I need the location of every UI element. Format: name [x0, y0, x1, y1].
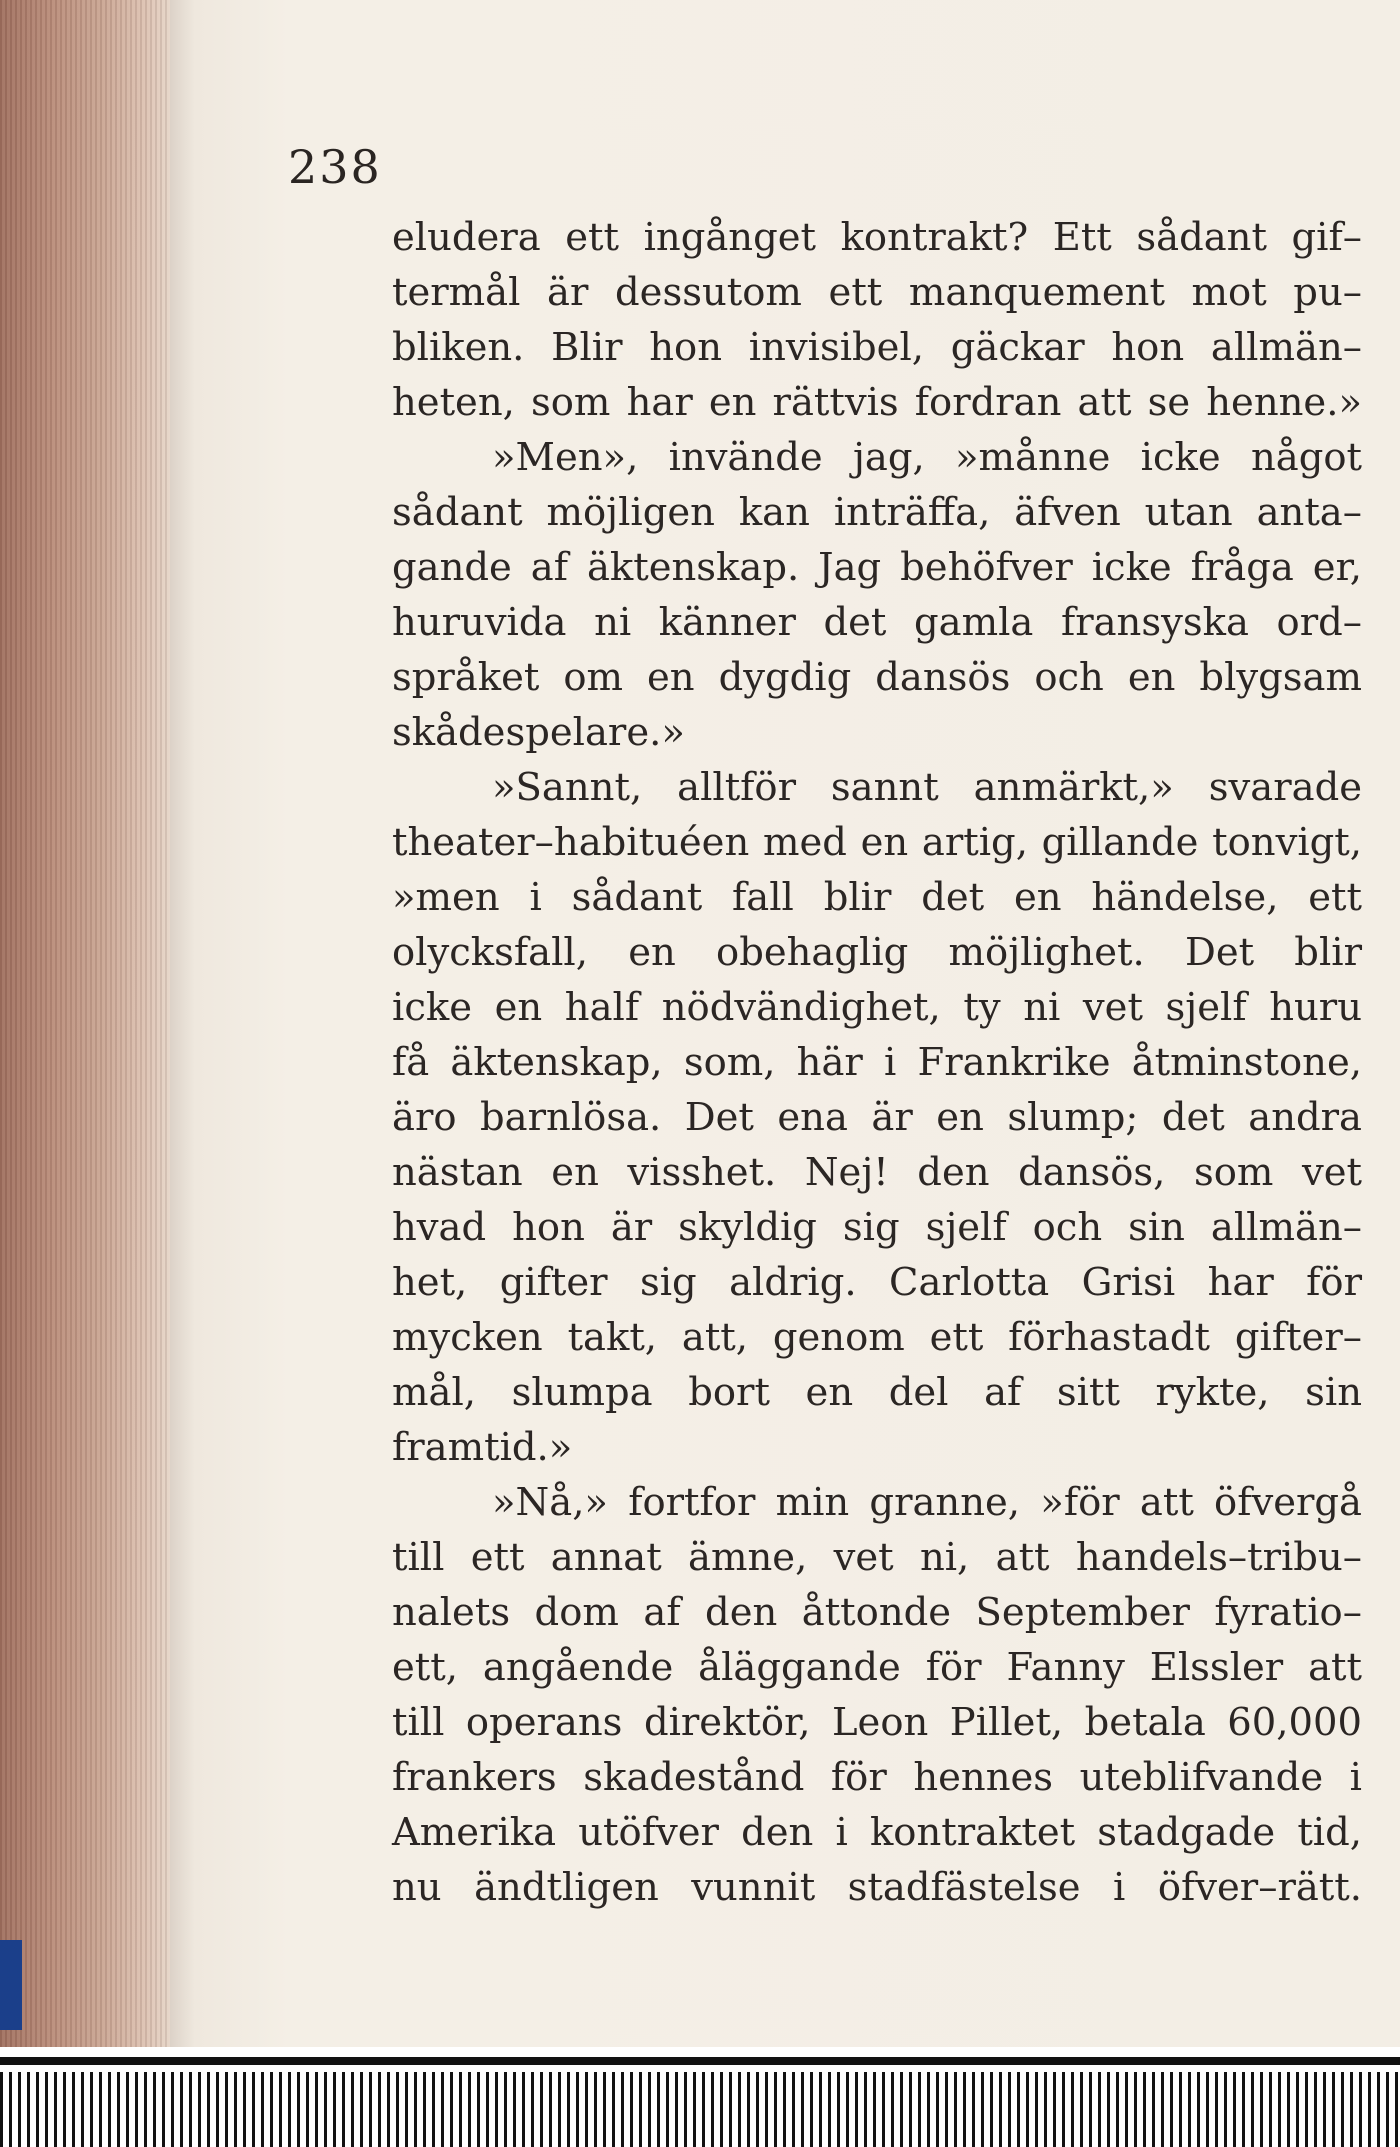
text-line: äro barnlösa. Det ena är en slump; det andra: [392, 1095, 1362, 1140]
text-line: »Men», invände jag, »månne icke något: [492, 435, 1362, 480]
text-line: gande af äktenskap. Jag behöfver icke fråga er,: [392, 545, 1362, 590]
text-line: till ett annat ämne, vet ni, att handels–tribu–: [392, 1535, 1362, 1580]
text-line: nästan en visshet. Nej! den dansös, som vet: [392, 1150, 1362, 1195]
text-line: »Sannt, alltför sannt anmärkt,» svarade: [492, 765, 1362, 810]
text-line: huruvida ni känner det gamla fransyska ord–: [392, 600, 1362, 645]
text-line: »men i sådant fall blir det en händelse, ett: [392, 875, 1362, 920]
body-text: [392, 210, 1362, 1915]
text-line: nalets dom af den åttonde September fyratio–: [392, 1590, 1362, 1635]
text-line: heten, som har en rättvis fordran att se henne.»: [392, 380, 1362, 425]
barcode-bars: [0, 2072, 1400, 2147]
text-line: het, gifter sig aldrig. Carlotta Grisi har för: [392, 1260, 1362, 1305]
text-line: nu ändtligen vunnit stadfästelse i öfver–rätt.: [392, 1865, 1362, 1910]
text-line: sådant möjligen kan inträffa, äfven utan anta–: [392, 490, 1362, 535]
text-line: frankers skadestånd för hennes uteblifvande i: [392, 1755, 1362, 1800]
text-line: icke en half nödvändighet, ty ni vet sjelf huru: [392, 985, 1362, 1030]
text-line: framtid.»: [392, 1425, 573, 1470]
barcode-top-band: [0, 2057, 1400, 2065]
text-line: bliken. Blir hon invisibel, gäckar hon allmän–: [392, 325, 1362, 370]
scan-barcode-strip: [0, 2047, 1400, 2147]
text-line: olycksfall, en obehaglig möjlighet. Det blir: [392, 930, 1362, 975]
text-line: eludera ett ingånget kontrakt? Ett sådant gif–: [392, 215, 1362, 260]
text-line: »Nå,» fortfor min granne, »för att öfvergå: [492, 1480, 1362, 1525]
text-line: termål är dessutom ett manquement mot pu–: [392, 270, 1362, 315]
text-line: ett, angående åläggande för Fanny Elssler att: [392, 1645, 1362, 1690]
text-line: Amerika utöfver den i kontraktet stadgade tid,: [392, 1810, 1362, 1855]
blue-ribbon-marker: [0, 1940, 22, 2030]
page-number: 238: [288, 140, 382, 194]
book-spine-edge: [0, 0, 170, 2047]
text-line: mycken takt, att, genom ett förhastadt gifter–: [392, 1315, 1362, 1360]
text-line: få äktenskap, som, här i Frankrike åtminstone,: [392, 1040, 1362, 1085]
text-line: mål, slumpa bort en del af sitt rykte, sin: [392, 1370, 1362, 1415]
text-line: theater–habituéen med en artig, gillande tonvigt,: [392, 820, 1362, 865]
text-line: till operans direktör, Leon Pillet, betala 60,000: [392, 1700, 1362, 1745]
text-line: hvad hon är skyldig sig sjelf och sin allmän–: [392, 1205, 1362, 1250]
text-line: språket om en dygdig dansös och en blygsam: [392, 655, 1362, 700]
text-line: skådespelare.»: [392, 710, 685, 755]
